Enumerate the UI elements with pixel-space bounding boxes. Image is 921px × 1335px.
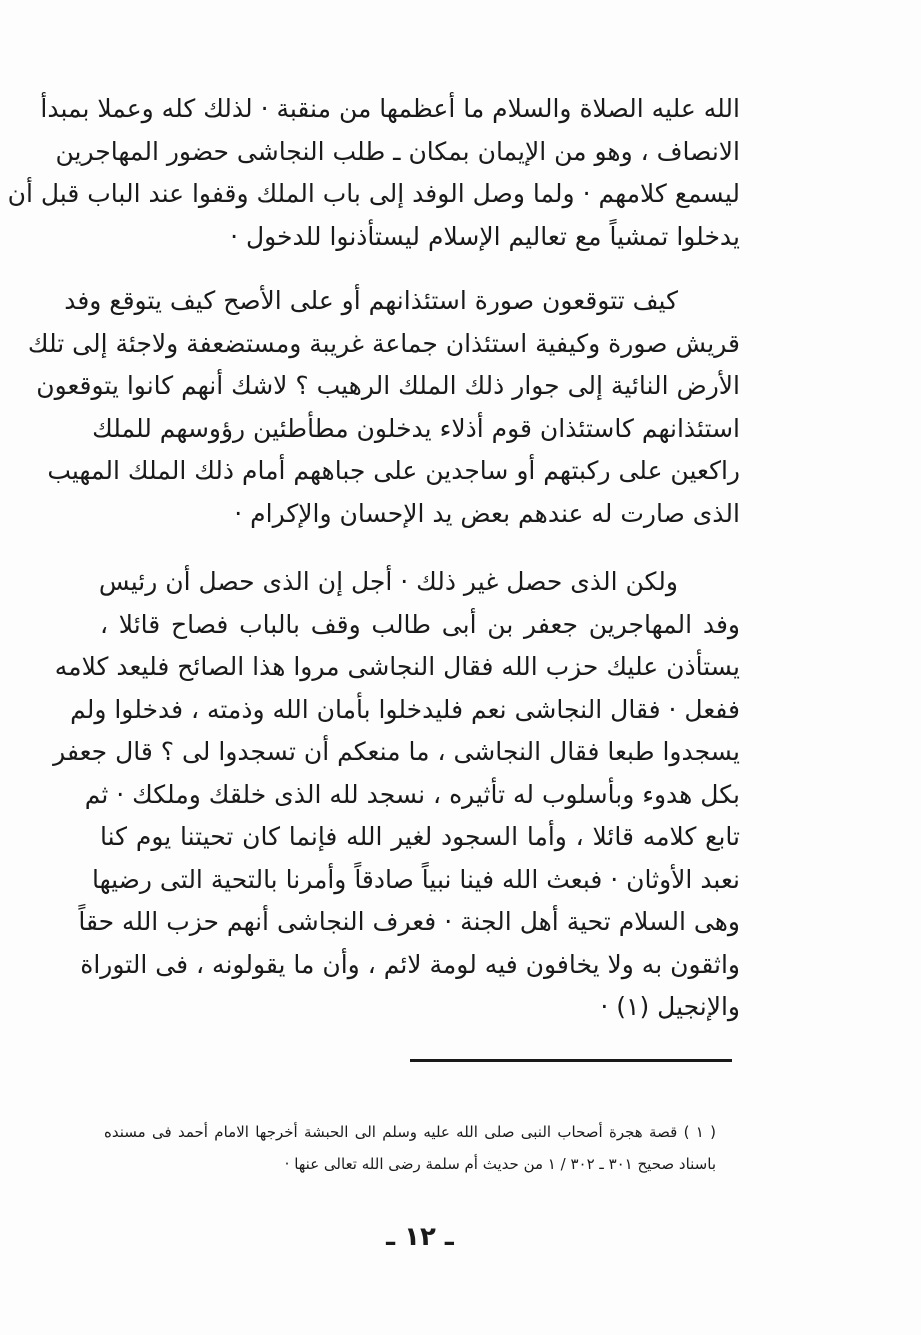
footnote-line: ( ١ ) قصة هجرة أصحاب النبى صلى الله عليه وسلم الى الحبشة أخرجها الامام أحمد فى مسنده (104, 1123, 717, 1141)
footnote (104, 1116, 716, 1180)
text-line: والإنجيل (١) · (600, 992, 740, 1021)
text-line: كيف تتوقعون صورة استئذانهم أو على الأصح كيف يتوقع وفد (64, 286, 678, 315)
text-line: ولكن الذى حصل غير ذلك · أجل إن الذى حصل أن رئيس (98, 567, 678, 596)
text-line: الأرض النائية إلى جوار ذلك الملك الرهيب ؟ لاشك أنهم كانوا يتوقعون (36, 371, 740, 400)
paragraph-2 (27, 280, 740, 535)
text-line: ففعل · فقال النجاشى نعم فليدخلوا بأمان الله وذمته ، فدخلوا ولم (70, 694, 740, 724)
paragraph-1 (7, 88, 740, 258)
text-line: واثقون به ولا يخافون فيه لومة لائم ، وأن ما يقولونه ، فى التوراة (80, 949, 740, 979)
text-line: نعبد الأوثان · فبعث الله فينا نبياً صادقاً وأمرنا بالتحية التى رضيها (92, 864, 740, 894)
footnote-divider (410, 1059, 732, 1062)
text-line: وهى السلام تحية أهل الجنة · فعرف النجاشى أنهم حزب الله حقاً (78, 907, 740, 936)
text-line: يسجدوا طبعا فقال النجاشى ، ما منعكم أن تسجدوا لى ؟ قال جعفر (53, 737, 740, 766)
text-line: استئذانهم كاستئذان قوم أذلاء يدخلون مطأطئين رؤوسهم للملك (92, 413, 740, 443)
main-text (7, 88, 740, 1029)
text-line: الله عليه الصلاة والسلام ما أعظمها من منقبة · لذلك كله وعملا بمبدأ (40, 94, 740, 123)
text-line: بكل هدوء وبأسلوب له تأثيره ، نسجد لله الذى خلقك وملكك · ثم (84, 779, 740, 809)
text-line: ليسمع كلامهم · ولما وصل الوفد إلى باب الملك وقفوا عند الباب قبل أن (7, 179, 740, 208)
text-line: وفد المهاجرين جعفر بن أبى طالب وقف بالباب فصاح قائلا ، (100, 609, 740, 639)
text-line: الذى صارت له عندهم بعض يد الإحسان والإكرام · (234, 498, 740, 528)
paragraph-3 (53, 561, 740, 1029)
text-line: يدخلوا تمشياً مع تعاليم الإسلام ليستأذنوا للدخول · (230, 221, 740, 251)
text-line: تابع كلامه قائلا ، وأما السجود لغير الله فإنما كان تحيتنا يوم كنا (100, 822, 740, 851)
page-number: ـ ١٢ ـ (386, 1222, 454, 1252)
text-line: قريش صورة وكيفية استئذان جماعة غريبة ومستضعفة ولاجئة إلى تلك (27, 328, 740, 358)
text-line: راكعين على ركبتهم أو ساجدين على جباههم أمام ذلك الملك المهيب (47, 456, 740, 485)
footnote-line: باسناد صحيح ٣٠١ ـ ٣٠٢ / ١ من حديث أم سلمة رضى الله تعالى عنها · (284, 1155, 716, 1173)
text-line: يستأذن عليك حزب الله فقال النجاشى مروا هذا الصائح فليعد كلامه (54, 652, 740, 681)
text-line: الانصاف ، وهو من الإيمان بمكان ـ طلب النجاشى حضور المهاجرين (55, 136, 740, 166)
